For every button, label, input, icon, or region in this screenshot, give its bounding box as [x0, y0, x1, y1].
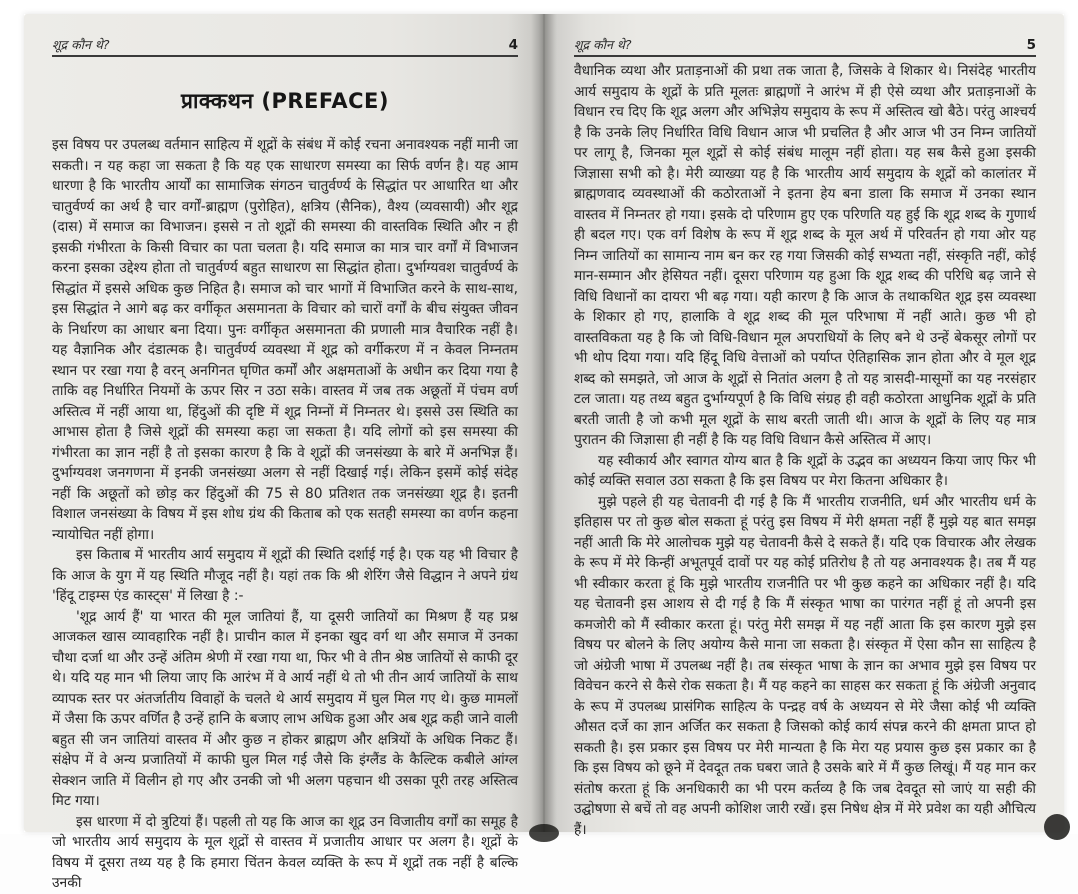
book-page-right [544, 14, 1064, 838]
paragraph: 'शूद्र आर्य हैं' या भारत की मूल जातियां हैं, या दूसरी जातियों का मिश्रण हैं यह प्रश्न आजकल खास व्यावहारिक नहीं है। प्राचीन काल में इनका खुद वर्ग था और समाज में उनका चौथा दर्जा था और उन्हें अंतिम श्रेणी में रखा गया था, फिर भी वे तीन श्रेष्ठ जातियों से काफी दूर थे। यदि यह मान भी लिया जाए कि आरंभ में वे आर्य नहीं थे तो भी तीन आर्य जातियों के साथ व्यापक स्तर पर अंतर्जातीय विवाहों के चलते थे आर्य समुदाय में घुल मिल गए थे। कुछ मामलों में जैसा कि ऊपर वर्णित है उन्हें हानि के बजाए लाभ अधिक हुआ और अब शूद्र कही जाने वाली बहुत सी जन जातियां वास्तव में और कुछ न होकर ब्राह्मण और क्षत्रियों के अधिक निकट हैं। संक्षेप में वे अन्य प्रजातियों में काफी घुल मिल गई जैसे कि इंग्लैंड के कैल्टिक कबीले आंग्ल सेक्शन जाति में विलीन हो गए और उनकी जो भी अलग पहचान थी उसका पूरी तरह अस्तित्व मिट गया। [52, 608, 518, 809]
left-page-body [52, 135, 518, 894]
running-head-title: शूद्र कौन थे? [52, 37, 110, 52]
scan-corner-shadow [1044, 814, 1070, 840]
page-number-right: 5 [1026, 37, 1036, 53]
book-page-left [24, 14, 544, 891]
paragraph: वैधानिक व्यथा और प्रताड़नाओं की प्रथा तक जाता है, जिसके वे शिकार थे। निसंदेह भारतीय आर्य समुदाय के शूद्रों के प्रति मूलतः ब्राह्मणों ने आरंभ में ही ऐसे व्यथा और प्रताड़नाओं के विधान रच दिए कि शूद्र अलग और अभिज्ञेय समुदाय के रूप में अस्तित्व खो बैठे। परंतु आश्चर्य है कि उनके लिए निर्धारित विधि विधान आज भी प्रचलित है और आज भी उन निम्न जातियों पर लागू है, जिनका मूल शूद्रों से कोई संबंध मालूम नहीं होता। यह सब कैसे हुआ इसकी जिज्ञासा सभी को है। मेरी व्याख्या यह है कि भारतीय आर्य समुदाय के शूद्रों को कालांतर में ब्राह्मणवाद व्यवस्थाओं की कठोरताओं ने इतना हेय बना डाला कि समाज में उनका स्थान वास्तव में निम्नतर हो गया। इसके दो परिणाम हुए एक परिणति यह हुई कि शूद्र शब्द के गुणार्थ ही बदल गए। एक वर्ग विशेष के रूप में शूद्र शब्द के मूल अर्थ में परिवर्तन हो गया ओर यह निम्न जातियों का सामान्य नाम बन कर रह गया जिसकी कोई सभ्यता नहीं, संस्कृति नहीं, कोई मान-सम्मान और हेसियत नहीं। दूसरा परिणाम यह हुआ कि शूद्र शब्द की परिधि बढ़ जाने से विधि विधानों का दायरा भी बढ़ गया। यही कारण है कि आज के तथाकथित शूद्र इस व्यवस्था के शिकार हो गए, हालाकि वे शूद्र शब्द की मूल परिभाषा में नहीं आते। कुछ भी हो वास्तविकता यह है कि जो विधि-विधान मूल अपराधियों के लिए बने थे उन्हें बेकसूर लोगों पर भी थोप दिया गया। यदि हिंदू विधि वेत्ताओं को पर्याप्त ऐतिहासिक ज्ञान होता और वे मूल शूद्र शब्द को समझते, जो आज के शूद्रों से नितांत अलग है तो यह त्रासदी-मासूमों का यह नरसंहार टल जाता। यह तथ्य बहुत दुर्भाग्यपूर्ण है कि विधि संग्रह ही वही कठोरता आधुनिक शूद्रों के प्रति बरती जाती है जो कभी मूल शूद्रों के साथ बरती जाती थी। आज के शूद्रों के लिए यह मात्र पुरातन की जिज्ञासा ही नहीं है कि यह विधि विधान कैसे अस्तित्व में आए। [574, 63, 1036, 448]
right-page-body [574, 61, 1036, 840]
running-head-right [574, 36, 1036, 57]
chapter-heading: प्राक्कथन (PREFACE) [181, 89, 389, 113]
running-head-title: शूद्र कौन थे? [574, 37, 632, 52]
paragraph: इस किताब में भारतीय आर्य समुदाय में शूद्रों की स्थिति दर्शाई गई है। एक यह भी विचार है कि आज के युग में यह स्थिति मौजूद नहीं है। यहां तक कि श्री शेरिंग जैसे विद्धान ने अपने ग्रंथ 'हिंदू टाइम्स एंड कास्ट्स' में लिखा है :- [52, 547, 518, 604]
paragraph: इस विषय पर उपलब्ध वर्तमान साहित्य में शूद्रों के संबंध में कोई रचना अनावश्यक नहीं मानी जा सकती। न यह कहा जा सकता है कि यह एक साधारण समस्या का सिर्फ वर्णन है। यह आम धारणा है कि भारतीय आर्यों का सामाजिक संगठन चातुर्वर्ण्य के सिद्धांत पर आधारित था और चातुर्वर्ण्य का अर्थ है चार वर्गों-ब्राह्मण (पुरोहित), क्षत्रिय (सैनिक), वैश्य (व्यवसायी) और शूद्र (दास) में समाज का विभाजन। इससे न तो शूद्रों की समस्या की वास्तविक स्थिति और न ही इसकी गंभीरता के किसी विचार का पता चलता है। यदि समाज का मात्र चार वर्गों में विभाजन करना इसका उद्देश्य होता तो चातुर्वर्ण्य बहुत साधारण सा सिद्धांत होता। दुर्भाग्यवश चातुर्वर्ण्य के सिद्धांत में इससे अधिक कुछ निहित है। समाज को चार भागों में विभाजित करने के साथ-साथ, इस सिद्धांत ने आगे बढ़ कर वर्गीकृत असमानता के विचार को चारों वर्गों के बीच संयुक्त जीवन के निर्धारण का आधार बना दिया। पुनः वर्गीकृत असमानता की प्रणाली मात्र वैचारिक नहीं है। यह वैज्ञानिक और दंडात्मक है। चातुर्वर्ण्य व्यवस्था में शूद्र को वर्गीकरण में न केवल निम्नतम स्थान पर रखा गया है वरन् अनगिनत घृणित कर्मों और अक्षमताओं के अधीन कर दिया गया है ताकि वह निर्धारित नियमों के ऊपर सिर न उठा सके। वास्तव में जब तक अछूतों में पंचम वर्ण अस्तित्व में नहीं आया था, हिंदुओं की दृष्टि में शूद्र निम्नों में निम्नतर थे। इससे उस स्थिति का आभास होता है जिसे शूद्रों की समस्या कहा जा सकता है। यदि लोगों को इस समस्या की गंभीरता का ज्ञान नहीं है तो इसका कारण है कि वे शूद्रों की जनसंख्या के बारे में अनभिज्ञ हैं। दुर्भाग्यवश जनगणना में इनकी जनसंख्या अलग से नहीं दिखाई गई। लेकिन इसमें कोई संदेह नहीं कि अछूतों को छोड़ कर हिंदुओं की 75 से 80 प्रतिशत तक जनसंख्या शूद्र है। इतनी विशाल जनसंख्या के विषय में इस शोध ग्रंथ की किताब को एक सतही समस्या का वर्णन कहना न्यायोचित नहीं होगा। [52, 137, 518, 543]
page-number-left: 4 [508, 37, 518, 53]
paragraph: यह स्वीकार्य और स्वागत योग्य बात है कि शूद्रों के उद्भव का अध्ययन किया जाए फिर भी कोई व्यक्ति सवाल उठा सकता है कि इस विषय पर मेरा कितना अधिकार है। [574, 452, 1036, 489]
open-book-spread [24, 14, 1064, 891]
paragraph: मुझे पहले ही यह चेतावनी दी गई है कि मैं भारतीय राजनीति, धर्म और भारतीय धर्म के इतिहास पर तो कुछ बोल सकता हूं परंतु इस विषय में मेरी क्षमता नहीं हैं मुझे यह बात समझ नहीं आती कि मेरे आलोचक मुझे यह चेतावनी कैसे दे सकते हैं। यदि एक विचारक और लेखक के रूप में मेरे किन्हीं अभूतपूर्व दावों पर यह कोई प्रतिरोध है तो यह अनावश्यक है। तब मैं यह भी स्वीकार करता हूं कि मुझे भारतीय राजनीति पर भी कुछ कहने का अधिकार नहीं है। यदि यह चेतावनी इस आशय से दी गई है कि मैं संस्कृत भाषा का पारंगत नहीं हूं तो अपनी इस कमजोरी को मैं स्वीकार करता हूं। परंतु मेरी समझ में यह नहीं आता कि इस कारण मुझे इस विषय पर बोलने के लिए अयोग्य कैसे माना जा सकता है। संस्कृत में ऐसा कौन सा साहित्य है जो अंग्रेजी भाषा में उपलब्ध नहीं है। तब संस्कृत भाषा के ज्ञान का अभाव मुझे इस विषय पर विवेचन करने से कैसे रोक सकता है। मैं यह कहने का साहस कर सकता हूं कि अंग्रेजी अनुवाद के रूप में उपलब्ध प्रासंगिक साहित्य के पन्द्रह वर्ष के अध्ययन से मेरे जैसा कोई भी व्यक्ति औसत दर्जे का ज्ञान अर्जित कर सकता है जिसको कोई कार्य संपन्न करने की क्षमता प्राप्त हो सकती है। इस प्रकार इस विषय पर मेरी मान्यता है कि मेरा यह प्रयास कुछ इस प्रकार का है कि इस विषय को छूने में देवदूत तक घबरा जाते है उसके बारे में मैं कुछ लिखूं। मैं यह मान कर संतोष करता हूं कि अनधिकारी का भी परम कर्तव्य है कि जब देवदूत सो जाएं या सही की उद्घोषणा से बचें तो वह अपनी कोशिश जारी रखें। इस निषेध क्षेत्र में मेरे प्रवेश का यही औचित्य हैं। [574, 493, 1036, 838]
running-head-left [52, 36, 518, 57]
spine-bottom-shadow [529, 824, 559, 842]
paragraph: इस धारणा में दो त्रुटियां हैं। पहली तो यह कि आज का शूद्र उन विजातीय वर्गों का समूह है जो भारतीय आर्य समुदाय के मूल शूद्रों से वास्तव में प्रजातीय आधार पर अलग है। शूद्रों के विषय में दूसरा तथ्य यह है कि हमारा चिंतन केवल व्यक्ति के रूप में शूद्रों तक नहीं है बल्कि उनकी [52, 813, 518, 891]
